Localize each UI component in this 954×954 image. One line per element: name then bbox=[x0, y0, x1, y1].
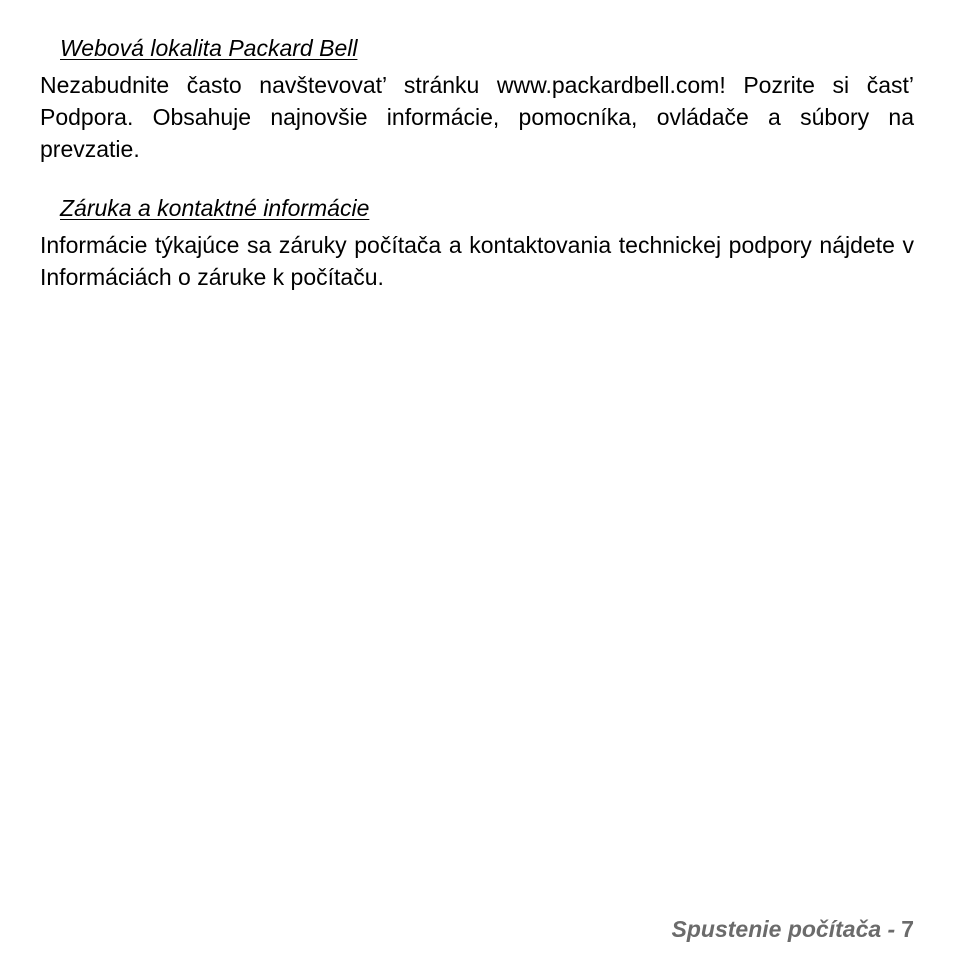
section-body-warranty: Informácie týkajúce sa záruky počítača a kontaktovania technickej podpory nájdete v Informáciách o záruke k počítaču. bbox=[40, 232, 914, 290]
section-body-website: Nezabudnite často navštevovat’ stránku www.packardbell.com! Pozrite si čast’ Podpora. Obsahuje najnovšie informácie, pomocníka, ovládače a súbory na prevzatie. bbox=[40, 72, 914, 162]
section-heading-website: Webová lokalita Packard Bell bbox=[60, 35, 358, 61]
page-footer bbox=[672, 914, 914, 944]
footer-chapter-title: Spustenie počítača - bbox=[671, 916, 896, 942]
footer-page-number: 7 bbox=[901, 916, 914, 942]
section-heading-warranty: Záruka a kontaktné informácie bbox=[60, 195, 370, 221]
document-page bbox=[40, 0, 914, 954]
